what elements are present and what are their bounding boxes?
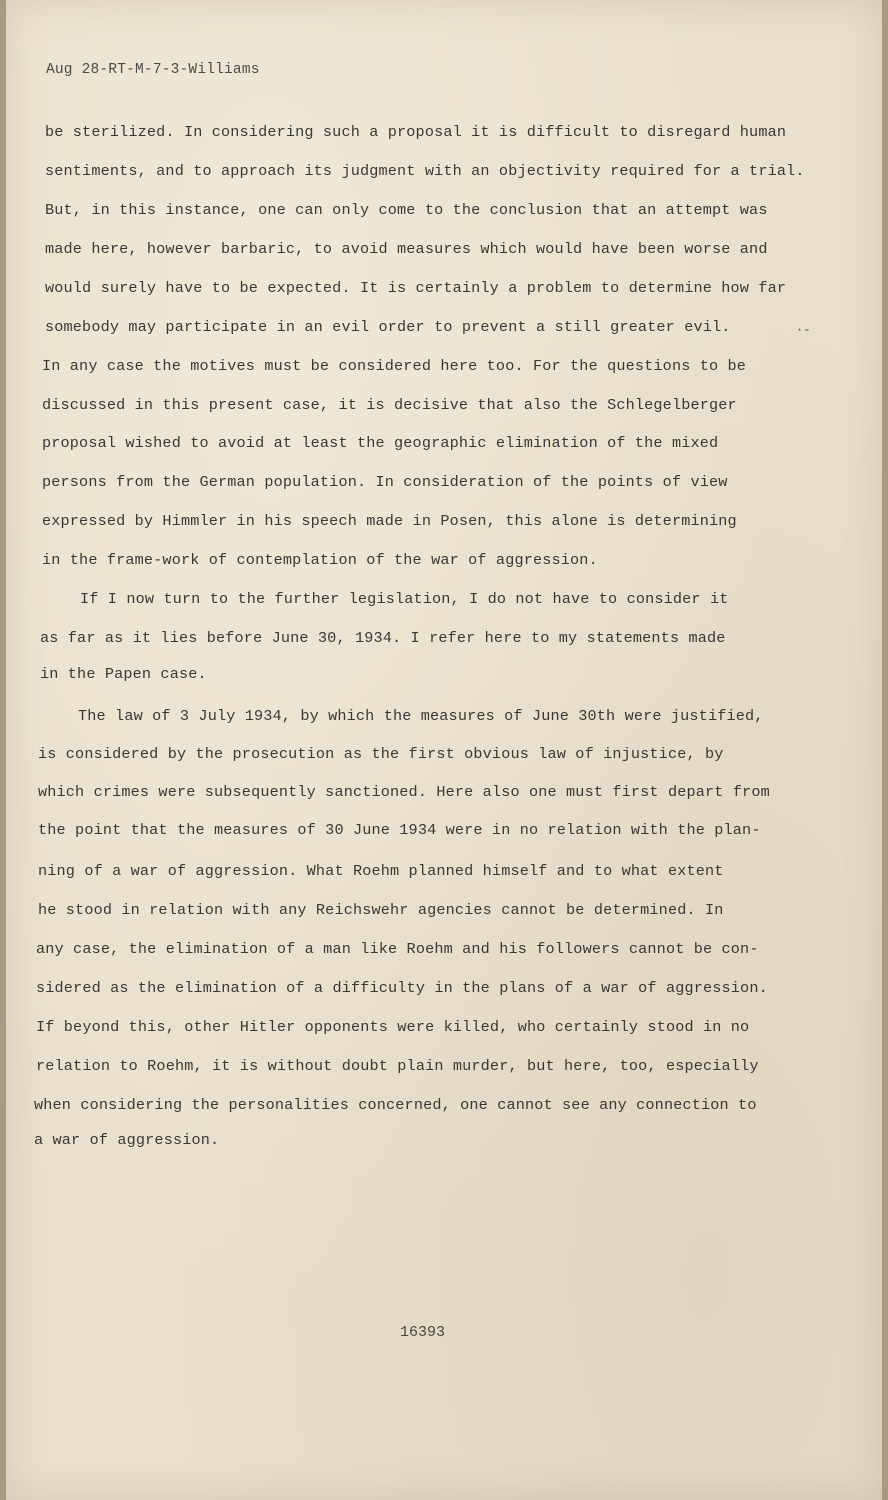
text-line: which crimes were subsequently sanctioned. Here also one must first depart from (38, 783, 770, 801)
text-line: relation to Roehm, it is without doubt plain murder, but here, too, especially (36, 1057, 759, 1075)
text-line: in the Papen case. (40, 665, 207, 683)
stray-pencil-mark: ·- (796, 323, 811, 337)
document-header: Aug 28-RT-M-7-3-Williams (46, 62, 260, 78)
document-page (6, 0, 882, 1500)
text-line: expressed by Himmler in his speech made in Posen, this alone is determining (42, 512, 737, 530)
text-line: he stood in relation with any Reichswehr agencies cannot be determined. In (38, 901, 724, 919)
text-line: in the frame-work of contemplation of the war of aggression. (42, 551, 598, 569)
text-line: when considering the personalities concerned, one cannot see any connection to (34, 1096, 757, 1114)
text-line: somebody may participate in an evil order to prevent a still greater evil. (45, 318, 731, 336)
text-line: any case, the elimination of a man like Roehm and his followers cannot be con- (36, 940, 759, 958)
text-line: In any case the motives must be considered here too. For the questions to be (42, 357, 747, 375)
text-line: But, in this instance, one can only come to the conclusion that an attempt was (45, 201, 768, 219)
text-line: If I now turn to the further legislation, I do not have to consider it (80, 590, 729, 608)
page-edge-right (882, 0, 888, 1500)
text-line: as far as it lies before June 30, 1934. I refer here to my statements made (40, 629, 726, 647)
page-number: 16393 (400, 1324, 446, 1341)
text-line: sidered as the elimination of a difficulty in the plans of a war of aggression. (36, 979, 768, 997)
text-line: If beyond this, other Hitler opponents were killed, who certainly stood in no (36, 1018, 750, 1036)
text-line: discussed in this present case, it is decisive that also the Schlegelberger (42, 396, 737, 414)
text-line: made here, however barbaric, to avoid measures which would have been worse and (45, 240, 768, 258)
text-line: persons from the German population. In consideration of the points of view (42, 473, 728, 491)
text-line: is considered by the prosecution as the first obvious law of injustice, by (38, 745, 724, 763)
text-line: The law of 3 July 1934, by which the measures of June 30th were justified, (78, 707, 764, 725)
text-line: be sterilized. In considering such a proposal it is difficult to disregard human (45, 123, 787, 141)
text-line: the point that the measures of 30 June 1934 were in no relation with the plan- (38, 821, 761, 839)
text-line: sentiments, and to approach its judgment with an objectivity required for a trial. (45, 162, 805, 180)
text-line: ning of a war of aggression. What Roehm planned himself and to what extent (38, 862, 724, 880)
text-line: would surely have to be expected. It is certainly a problem to determine how far (45, 279, 787, 297)
text-line: proposal wished to avoid at least the geographic elimination of the mixed (42, 434, 719, 452)
text-line: a war of aggression. (34, 1131, 220, 1149)
